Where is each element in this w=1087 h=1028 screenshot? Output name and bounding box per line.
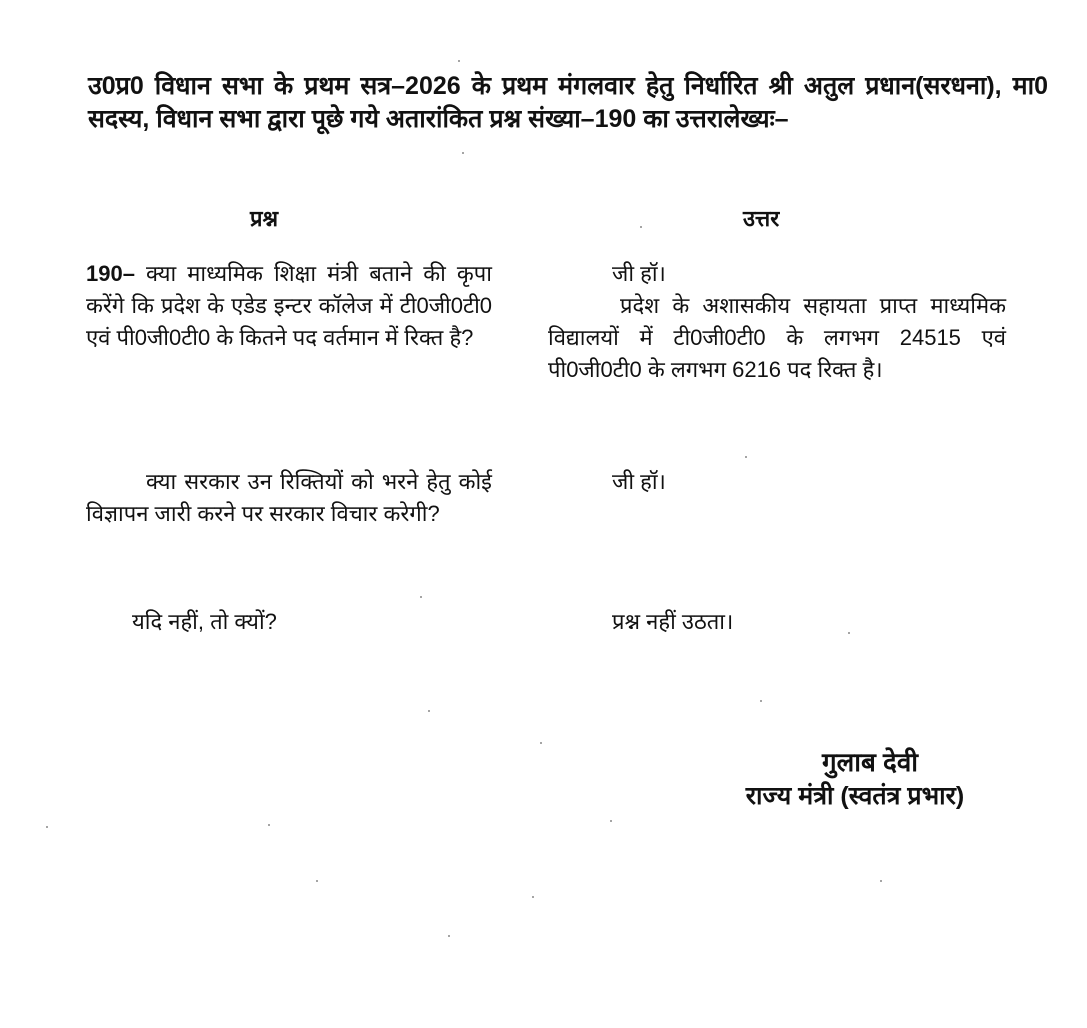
scan-speck <box>448 935 450 937</box>
scan-speck <box>46 826 48 828</box>
scan-speck <box>428 710 430 712</box>
answer-part-3: प्रश्न नहीं उठता। <box>612 609 734 634</box>
signatory-name: गुलाब देवी <box>821 747 919 777</box>
scan-speck <box>268 824 270 826</box>
scan-speck <box>458 60 460 62</box>
scan-speck <box>532 896 534 898</box>
question-part-1-text: क्या माध्यमिक शिक्षा मंत्री बताने की कृपा करेंगे कि प्रदेश के एडेड इन्टर कॉलेज में टी0जी0टी0 एवं पी0जी0टी0 के कितने पद वर्तमान में रिक्त है? <box>86 261 492 350</box>
scan-speck <box>880 880 882 882</box>
question-part-1 <box>86 258 492 354</box>
scan-speck <box>745 456 747 458</box>
scan-speck <box>848 632 850 634</box>
answer-part-1-yes: जी हॉ। <box>612 261 666 286</box>
answer-part-2: जी हॉ। <box>612 469 666 494</box>
scan-speck <box>462 152 464 154</box>
answer-column-title: उत्तर <box>743 206 780 231</box>
scan-speck <box>420 596 422 598</box>
document-heading: उ0प्र0 विधान सभा के प्रथम सत्र–2026 के प्रथम मंगलवार हेतु निर्धारित श्री अतुल प्रधान(सरधना), मा0 सदस्य, विधान सभा द्वारा पूछे गये अतारांकित प्रश्न संख्या–190 का उत्तरालेख्यः– <box>88 72 1048 133</box>
scan-speck <box>760 700 762 702</box>
answer-part-1-detail: प्रदेश के अशासकीय सहायता प्राप्त माध्यमिक विद्यालयों में टी0जी0टी0 के लगभग 24515 एवं पी0जी0टी0 के लगभग 6216 पद रिक्त है। <box>548 293 1006 382</box>
question-part-3: यदि नहीं, तो क्यों? <box>132 609 277 634</box>
scan-speck <box>316 880 318 882</box>
scan-speck <box>610 820 612 822</box>
question-column-title: प्रश्न <box>250 206 279 231</box>
question-part-2: क्या सरकार उन रिक्तियों को भरने हेतु कोई विज्ञापन जारी करने पर सरकार विचार करेगी? <box>86 469 492 526</box>
signatory-title: राज्य मंत्री (स्वतंत्र प्रभार) <box>745 782 965 810</box>
question-number: 190– <box>86 261 135 286</box>
scan-speck <box>640 226 642 228</box>
scan-speck <box>540 742 542 744</box>
